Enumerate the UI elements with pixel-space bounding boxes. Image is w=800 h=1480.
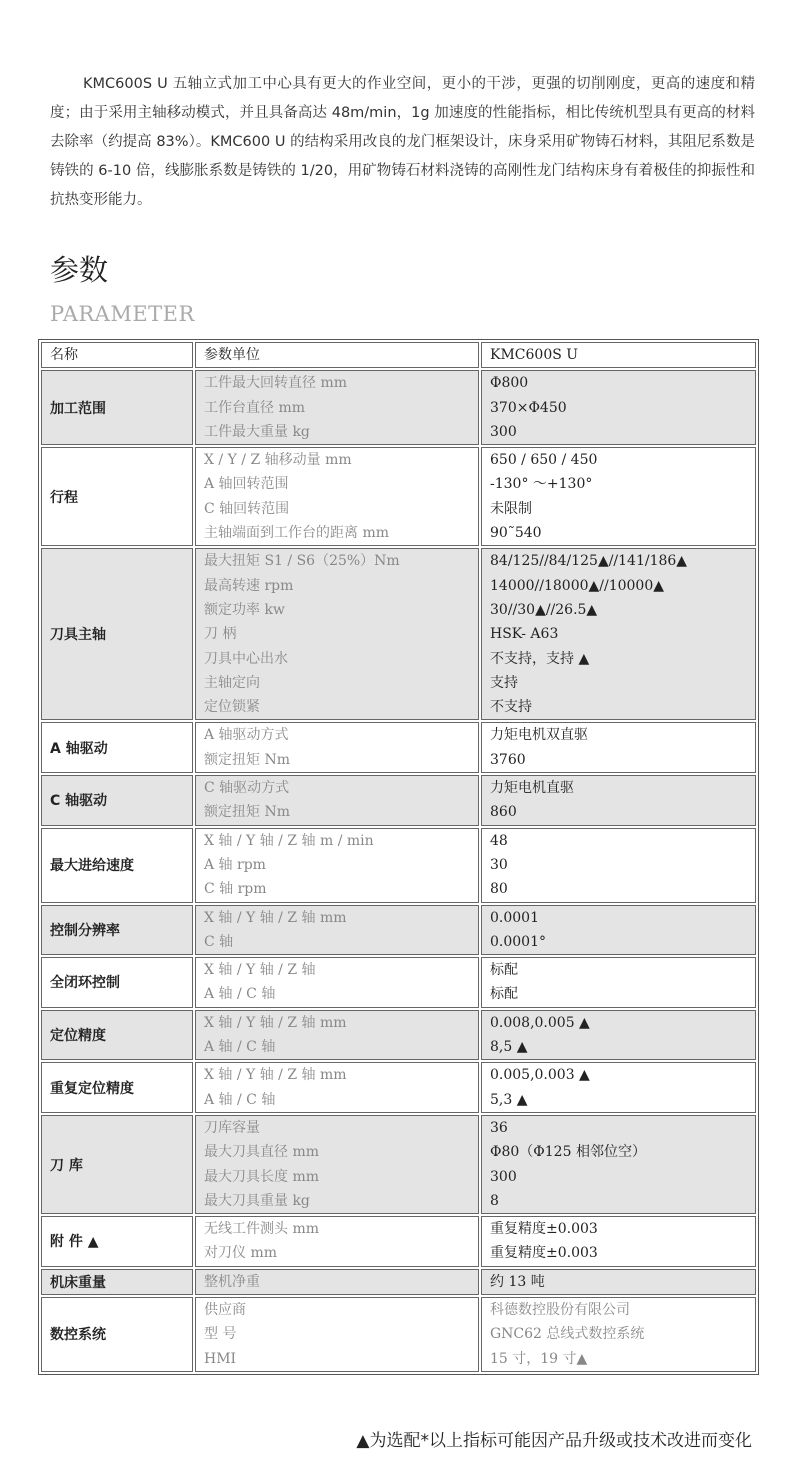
param-value: 0.0001°: [490, 933, 546, 950]
value-cell: [481, 722, 756, 773]
table-header-row: [41, 342, 756, 368]
param-value: 90˜540: [490, 525, 542, 542]
param-value: -130° ～+130°: [490, 476, 593, 493]
table-row: [41, 1010, 756, 1061]
header-model: KMC600S U: [481, 342, 756, 368]
param-value: 30: [490, 856, 508, 873]
section-title: 参数: [50, 253, 109, 287]
param-label: 额定功率 kw: [204, 601, 285, 618]
param-label: C 轴驱动方式: [204, 780, 290, 797]
param-label: 最高转速 rpm: [204, 577, 294, 594]
param-label: X 轴 / Y 轴 / Z 轴 mm: [204, 1014, 347, 1031]
param-cell: [195, 1297, 479, 1372]
param-label: 主轴定向: [204, 674, 260, 691]
table-row: [41, 775, 756, 826]
param-label: A 轴 rpm: [204, 856, 266, 873]
param-value: 8: [490, 1192, 499, 1209]
param-label: X 轴 / Y 轴 / Z 轴 mm: [204, 1067, 347, 1084]
table-row: [41, 1269, 756, 1295]
value-cell: [481, 1010, 756, 1061]
param-label: 额定扭矩 Nm: [204, 751, 290, 768]
value-cell: [481, 775, 756, 826]
param-label: 对刀仪 mm: [204, 1245, 278, 1262]
table-row: [41, 1297, 756, 1372]
param-label: A 轴 / C 轴: [204, 986, 276, 1003]
row-name: 刀 库: [41, 1115, 193, 1214]
param-value: GNC62 总线式数控系统: [490, 1326, 645, 1343]
param-value: 力矩电机直驱: [490, 780, 574, 797]
param-value: 标配: [490, 962, 518, 979]
param-label: 型 号: [204, 1326, 237, 1343]
param-value: 不支持: [490, 699, 532, 716]
param-value: 约 13 吨: [490, 1273, 545, 1290]
param-value: Φ80（Φ125 相邻位空）: [490, 1144, 646, 1161]
param-value: 650 / 650 / 450: [490, 452, 598, 469]
param-value: 30//30▲//26.5▲: [490, 601, 598, 618]
row-name: 行程: [41, 447, 193, 546]
param-cell: [195, 1269, 479, 1295]
row-name: 数控系统: [41, 1297, 193, 1372]
param-label: 最大刀具长度 mm: [204, 1168, 320, 1185]
param-value: 标配: [490, 986, 518, 1003]
param-value: 3760: [490, 751, 526, 768]
table-row: [41, 447, 756, 546]
param-label: C 轴 rpm: [204, 881, 267, 898]
param-label: 工件最大回转直径 mm: [204, 375, 348, 392]
table-row: [41, 828, 756, 903]
value-cell: [481, 447, 756, 546]
param-label: A 轴回转范围: [204, 476, 289, 493]
param-label: X 轴 / Y 轴 / Z 轴: [204, 962, 316, 979]
param-label: 无线工件测头 mm: [204, 1221, 320, 1238]
param-label: 供应商: [204, 1301, 246, 1318]
param-value: HSK- A63: [490, 626, 559, 643]
param-value: 5,3 ▲: [490, 1091, 528, 1108]
param-value: 300: [490, 423, 517, 440]
table-row: [41, 957, 756, 1008]
param-value: Φ800: [490, 375, 529, 392]
param-label: 整机净重: [204, 1273, 260, 1290]
row-name: 全闭环控制: [41, 957, 193, 1008]
value-cell: [481, 1269, 756, 1295]
section-subtitle: PARAMETER: [50, 302, 195, 326]
param-label: C 轴回转范围: [204, 500, 290, 517]
param-cell: [195, 775, 479, 826]
param-cell: [195, 828, 479, 903]
param-label: HMI: [204, 1350, 237, 1367]
param-value: 80: [490, 881, 508, 898]
param-value: 8,5 ▲: [490, 1039, 528, 1056]
param-cell: [195, 1216, 479, 1267]
param-value: 48: [490, 832, 508, 849]
param-value: 力矩电机双直驱: [490, 727, 588, 744]
param-label: 定位锁紧: [204, 699, 260, 716]
table-row: [41, 722, 756, 773]
value-cell: [481, 828, 756, 903]
param-value: 36: [490, 1119, 508, 1136]
row-name: 机床重量: [41, 1269, 193, 1295]
param-label: 最大刀具重量 kg: [204, 1192, 310, 1209]
param-label: 工作台直径 mm: [204, 399, 306, 416]
value-cell: [481, 905, 756, 956]
param-value: 370×Φ450: [490, 399, 567, 416]
param-value: 0.008,0.005 ▲: [490, 1014, 590, 1031]
param-label: X / Y / Z 轴移动量 mm: [204, 452, 352, 469]
param-value: 0.005,0.003 ▲: [490, 1067, 590, 1084]
param-value: 重复精度±0.003: [490, 1245, 598, 1262]
param-label: 主轴端面到工作台的距离 mm: [204, 525, 390, 542]
param-label: 额定扭矩 Nm: [204, 804, 290, 821]
param-value: 14000//18000▲//10000▲: [490, 577, 665, 594]
param-label: 刀具中心出水: [204, 650, 288, 667]
param-cell: [195, 548, 479, 720]
param-value: 科德数控股份有限公司: [490, 1301, 630, 1318]
param-value: 重复精度±0.003: [490, 1221, 598, 1238]
parameter-table: [38, 339, 759, 1375]
param-cell: [195, 722, 479, 773]
row-name: A 轴驱动: [41, 722, 193, 773]
value-cell: [481, 1115, 756, 1214]
footnote: ▲为选配*以上指标可能因产品升级或技术改进而变化: [356, 1431, 752, 1451]
param-value: 不支持，支持 ▲: [490, 650, 590, 667]
header-name: 名称: [41, 342, 193, 368]
row-name: C 轴驱动: [41, 775, 193, 826]
row-name: 加工范围: [41, 370, 193, 445]
param-value: 15 寸，19 寸▲: [490, 1350, 588, 1367]
row-name: 刀具主轴: [41, 548, 193, 720]
param-label: A 轴 / C 轴: [204, 1039, 276, 1056]
param-cell: [195, 1062, 479, 1113]
param-cell: [195, 905, 479, 956]
param-label: A 轴驱动方式: [204, 727, 289, 744]
param-value: 84/125//84/125▲//141/186▲: [490, 553, 688, 570]
value-cell: [481, 1216, 756, 1267]
table-row: [41, 1062, 756, 1113]
value-cell: [481, 957, 756, 1008]
row-name: 重复定位精度: [41, 1062, 193, 1113]
param-cell: [195, 1115, 479, 1214]
param-value: 860: [490, 804, 517, 821]
value-cell: [481, 1062, 756, 1113]
param-label: 刀 柄: [204, 626, 237, 643]
param-label: X 轴 / Y 轴 / Z 轴 m / min: [204, 832, 374, 849]
param-value: 300: [490, 1168, 517, 1185]
param-cell: [195, 370, 479, 445]
param-label: 最大刀具直径 mm: [204, 1144, 320, 1161]
param-value: 未限制: [490, 500, 532, 517]
value-cell: [481, 1297, 756, 1372]
row-name: 最大进给速度: [41, 828, 193, 903]
param-label: A 轴 / C 轴: [204, 1091, 276, 1108]
intro-paragraph: KMC600S U 五轴立式加工中心具有更大的作业空间，更小的干涉，更强的切削刚度，更高的速度和精度；由于采用主轴移动模式，并且具备高达 48m/min，1g 加速度的性能指标，相比传统机型具有更高的材料去除率（约提高 83%）。KMC600 U 的结构采用改良的龙门框架设计，床身采用矿物铸石材料，其阻尼系数是铸铁的 6-10 倍，线膨胀系数是铸铁的 1/20，用矿物铸石材料浇铸的高刚性龙门结构床身有着极佳的抑振性和抗热变形能力。: [50, 76, 755, 208]
row-name: 定位精度: [41, 1010, 193, 1061]
value-cell: [481, 548, 756, 720]
param-cell: [195, 957, 479, 1008]
table-row: [41, 1216, 756, 1267]
header-param: 参数单位: [195, 342, 479, 368]
param-label: 刀库容量: [204, 1119, 260, 1136]
param-cell: [195, 447, 479, 546]
param-value: 支持: [490, 674, 518, 691]
row-name: 附 件 ▲: [41, 1216, 193, 1267]
param-value: 0.0001: [490, 909, 539, 926]
param-cell: [195, 1010, 479, 1061]
param-label: 工件最大重量 kg: [204, 423, 310, 440]
param-label: X 轴 / Y 轴 / Z 轴 mm: [204, 909, 347, 926]
param-label: 最大扭矩 S1 / S6（25%）Nm: [204, 553, 400, 570]
param-label: C 轴: [204, 933, 234, 950]
table-row: [41, 370, 756, 445]
table-row: [41, 548, 756, 720]
table-row: [41, 1115, 756, 1214]
row-name: 控制分辨率: [41, 905, 193, 956]
value-cell: [481, 370, 756, 445]
table-row: [41, 905, 756, 956]
